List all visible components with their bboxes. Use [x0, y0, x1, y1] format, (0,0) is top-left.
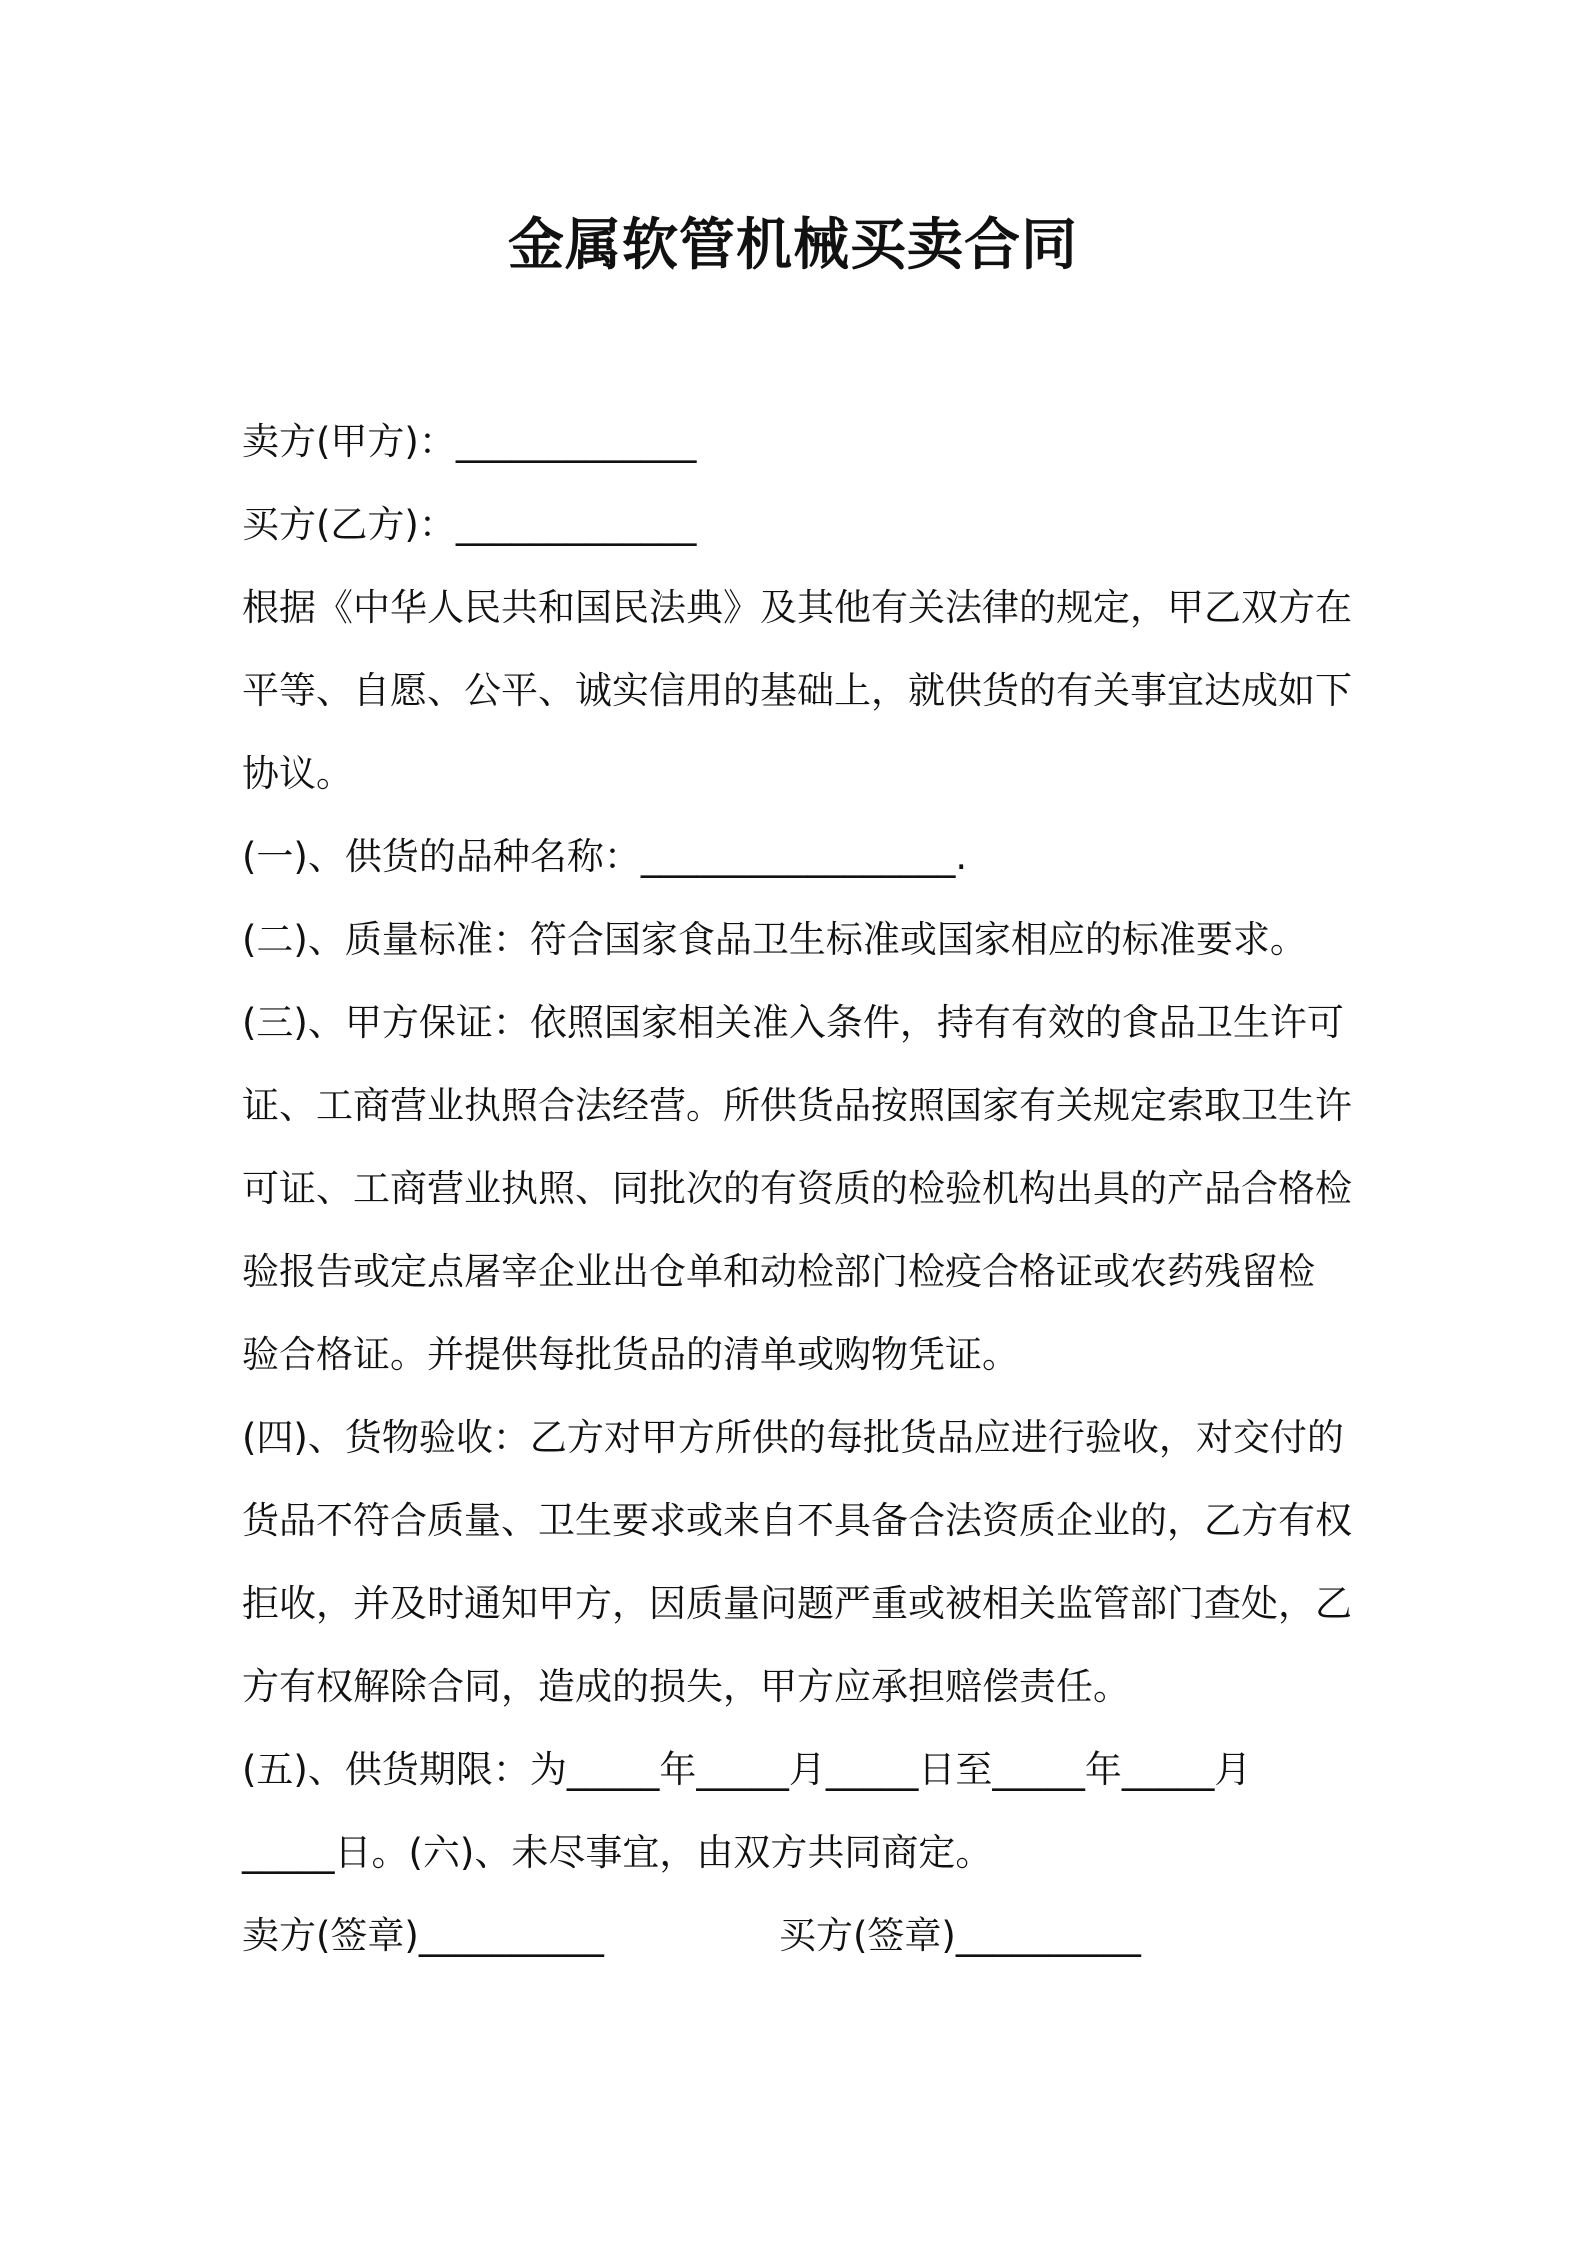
- clause-2-line: (二)、质量标准：符合国家食品卫生标准或国家相应的标准要求。: [242, 918, 1307, 961]
- clause-3-line-2: 证、工商营业执照合法经营。所供货品按照国家有关规定索取卫生许: [242, 1084, 1352, 1127]
- preamble-line-3: 协议。: [242, 752, 353, 795]
- document-title: 金属软管机械买卖合同: [508, 213, 1078, 278]
- clause-5-6-line-2: _____日。(六)、未尽事宜，由双方共同商定。: [242, 1831, 993, 1874]
- clause-1-line: (一)、供货的品种名称：_________________.: [242, 835, 968, 878]
- clause-3-line-3: 可证、工商营业执照、同批次的有资质的检验机构出具的产品合格检: [242, 1167, 1352, 1210]
- clause-4-line-1: (四)、货物验收：乙方对甲方所供的每批货品应进行验收，对交付的: [242, 1416, 1344, 1459]
- buyer-party-line: 买方(乙方)：_____________: [242, 503, 697, 546]
- clause-5-line-1: (五)、供货期限：为_____年_____月_____日至_____年_____月: [242, 1748, 1252, 1791]
- clause-4-line-2: 货品不符合质量、卫生要求或来自不具备合法资质企业的，乙方有权: [242, 1499, 1352, 1542]
- seller-signature: 卖方(签章)__________: [242, 1914, 604, 1957]
- preamble-line-1: 根据《中华人民共和国民法典》及其他有关法律的规定，甲乙双方在: [242, 586, 1352, 629]
- clause-3-line-4: 验报告或定点屠宰企业出仓单和动检部门检疫合格证或农药残留检: [242, 1250, 1315, 1293]
- clause-3-line-1: (三)、甲方保证：依照国家相关准入条件，持有有效的食品卫生许可: [242, 1001, 1344, 1044]
- clause-4-line-3: 拒收，并及时通知甲方，因质量问题严重或被相关监管部门查处，乙: [242, 1582, 1352, 1625]
- clause-4-line-4: 方有权解除合同，造成的损失，甲方应承担赔偿责任。: [242, 1665, 1130, 1708]
- preamble-line-2: 平等、自愿、公平、诚实信用的基础上，就供货的有关事宜达成如下: [242, 669, 1352, 712]
- seller-party-line: 卖方(甲方)：_____________: [242, 420, 697, 463]
- signature-row: [242, 1894, 1362, 1977]
- contract-body: [242, 400, 1362, 1977]
- clause-3-line-5: 验合格证。并提供每批货品的清单或购物凭证。: [242, 1333, 1019, 1376]
- buyer-signature: 买方(签章)__________: [779, 1914, 1141, 1957]
